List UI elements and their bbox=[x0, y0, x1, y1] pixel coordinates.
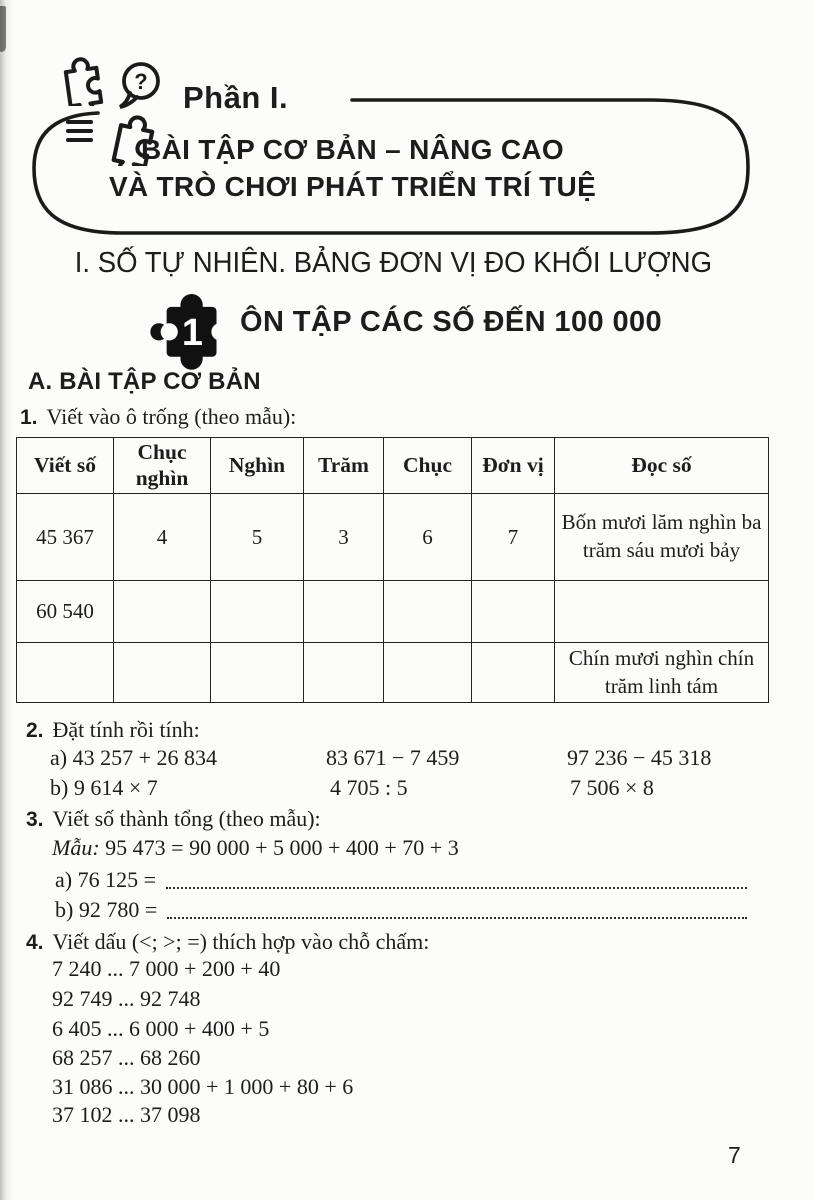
table-cell-empty bbox=[17, 643, 114, 703]
table-cell-empty bbox=[211, 643, 304, 703]
table-cell-empty bbox=[304, 643, 384, 703]
table-cell: 45 367 bbox=[17, 494, 114, 581]
table-row bbox=[17, 581, 769, 643]
exercise4-item: 7 240 ... 7 000 + 200 + 40 bbox=[52, 956, 281, 981]
subsection-heading: A. BÀI TẬP CƠ BẢN bbox=[28, 368, 261, 395]
table-cell: 4 bbox=[114, 494, 211, 581]
exercise4-item: 31 086 ... 30 000 + 1 000 + 80 + 6 bbox=[52, 1074, 354, 1099]
exercise4-item: 37 102 ... 37 098 bbox=[52, 1102, 201, 1127]
col-header: Đọc số bbox=[555, 438, 769, 494]
table-cell-empty bbox=[472, 643, 555, 703]
table-cell-empty bbox=[384, 581, 472, 643]
exercise4-item: 68 257 ... 68 260 bbox=[52, 1045, 201, 1070]
exercise3-item-a: a) 76 125 = bbox=[55, 866, 747, 894]
col-header: Trăm bbox=[304, 438, 384, 494]
table-cell: 7 bbox=[472, 494, 555, 581]
table-row bbox=[17, 643, 769, 703]
lesson-title: ÔN TẬP CÁC SỐ ĐẾN 100 000 bbox=[240, 306, 663, 338]
table-cell-empty bbox=[114, 581, 211, 643]
col-header: Đơn vị bbox=[472, 438, 555, 494]
col-header: Chục bbox=[384, 438, 472, 494]
exercise3-example: Mẫu: 95 473 = 90 000 + 5 000 + 400 + 70 + 3 bbox=[52, 835, 459, 860]
table-header-row bbox=[17, 438, 769, 494]
lesson-number: 1 bbox=[181, 311, 203, 354]
book-title-line2: VÀ TRÒ CHƠI PHÁT TRIỂN TRÍ TUỆ bbox=[108, 171, 597, 202]
table-cell-empty bbox=[211, 581, 304, 643]
question-mark-glyph: ? bbox=[134, 69, 148, 94]
table-cell: 60 540 bbox=[17, 581, 114, 643]
col-header: Viết số bbox=[17, 438, 114, 494]
place-value-table bbox=[16, 437, 769, 703]
book-page: ? Phần I. BÀI TẬP CƠ BẢN – NÂNG CAO VÀ TRÒ CHƠI PHÁT TRIỂN TRÍ TUỆ I. SỐ TỰ NHIÊN. BẢNG ĐƠN VỊ ĐO KHỐI LƯỢNG 1 ÔN TẬP CÁC SỐ ĐẾN 100 000 A. BÀI TẬP CƠ BẢN 1. Viết vào ô trống (theo mẫu): Viết số Chục nghìn Nghìn Trăm Chục Đơn vị Đọc số 45 367 4 5 3 6 7 Bốn mươi lăm nghìn ba trăm sáu mươi bảy 60 540 Chín mươi nghìn chín trăm linh tám 2. Đặt tính rồi tính: a) 43 257 + 26 834 83 671 − 7 459 97 236 − 45 318 b) 9 614 × 7 4 705 : 5 7 506 × 8 3. Viết số thành tổng (theo mẫu): Mẫu: 95 473 = 90 000 + 5 000 + 400 + 70 + 3 a) 76 125 = b) 92 780 = 4. Viết dấu (<; >; =) thích hợp vào chỗ chấm: 7 240 ... 7 000 + 200 + 40 92 749 ... 92 748 6 405 ... 6 000 + 400 + 5 68 257 ... 68 260 31 086 ... 30 000 + 1 000 + 80 + 6 37 102 ... 37 098 7 bbox=[0, 0, 813, 1200]
book-title bbox=[40, 131, 665, 205]
exercise4-item: 6 405 ... 6 000 + 400 + 5 bbox=[52, 1016, 270, 1041]
exercise3-number: 3. bbox=[26, 808, 44, 831]
col-header: Nghìn bbox=[211, 438, 304, 494]
exercise3-item-b: b) 92 780 = bbox=[55, 896, 747, 924]
chapter-heading: I. SỐ TỰ NHIÊN. BẢNG ĐƠN VỊ ĐO KHỐI LƯỢNG bbox=[74, 247, 712, 279]
exercise4-prompt: 4. Viết dấu (<; >; =) thích hợp vào chỗ chấm: bbox=[26, 929, 430, 954]
table-cell-empty bbox=[384, 643, 472, 703]
table-cell: 5 bbox=[211, 494, 304, 581]
table-cell: Chín mươi nghìn chín trăm linh tám bbox=[555, 643, 769, 703]
exercise2-prompt: 2. Đặt tính rồi tính: bbox=[26, 717, 200, 742]
exercise2-number: 2. bbox=[26, 719, 44, 742]
dotted-answer-line bbox=[166, 886, 747, 889]
table-cell: Bốn mươi lăm nghìn ba trăm sáu mươi bảy bbox=[555, 494, 769, 581]
puzzle-badge-icon bbox=[146, 288, 232, 374]
page-number: 7 bbox=[728, 1142, 741, 1168]
example-label: Mẫu: bbox=[52, 835, 100, 860]
part-label: Phần I. bbox=[183, 80, 289, 115]
exercise4-item: 92 749 ... 92 748 bbox=[52, 986, 201, 1011]
exercise1-number: 1. bbox=[20, 406, 38, 429]
exercise4-number: 4. bbox=[26, 931, 44, 954]
table-cell: 6 bbox=[384, 494, 472, 581]
exercise3-prompt: 3. Viết số thành tổng (theo mẫu): bbox=[26, 806, 321, 831]
col-header: Chục nghìn bbox=[114, 438, 211, 494]
table-cell-empty bbox=[114, 643, 211, 703]
table-cell-empty bbox=[304, 581, 384, 643]
table-cell-empty bbox=[472, 581, 555, 643]
exercise1-prompt: 1. Viết vào ô trống (theo mẫu): bbox=[20, 404, 297, 429]
book-title-line1: BÀI TẬP CƠ BẢN – NÂNG CAO bbox=[141, 134, 564, 165]
dotted-answer-line bbox=[167, 916, 747, 919]
table-cell: 3 bbox=[304, 494, 384, 581]
table-row bbox=[17, 494, 769, 581]
table-cell-empty bbox=[555, 581, 769, 643]
